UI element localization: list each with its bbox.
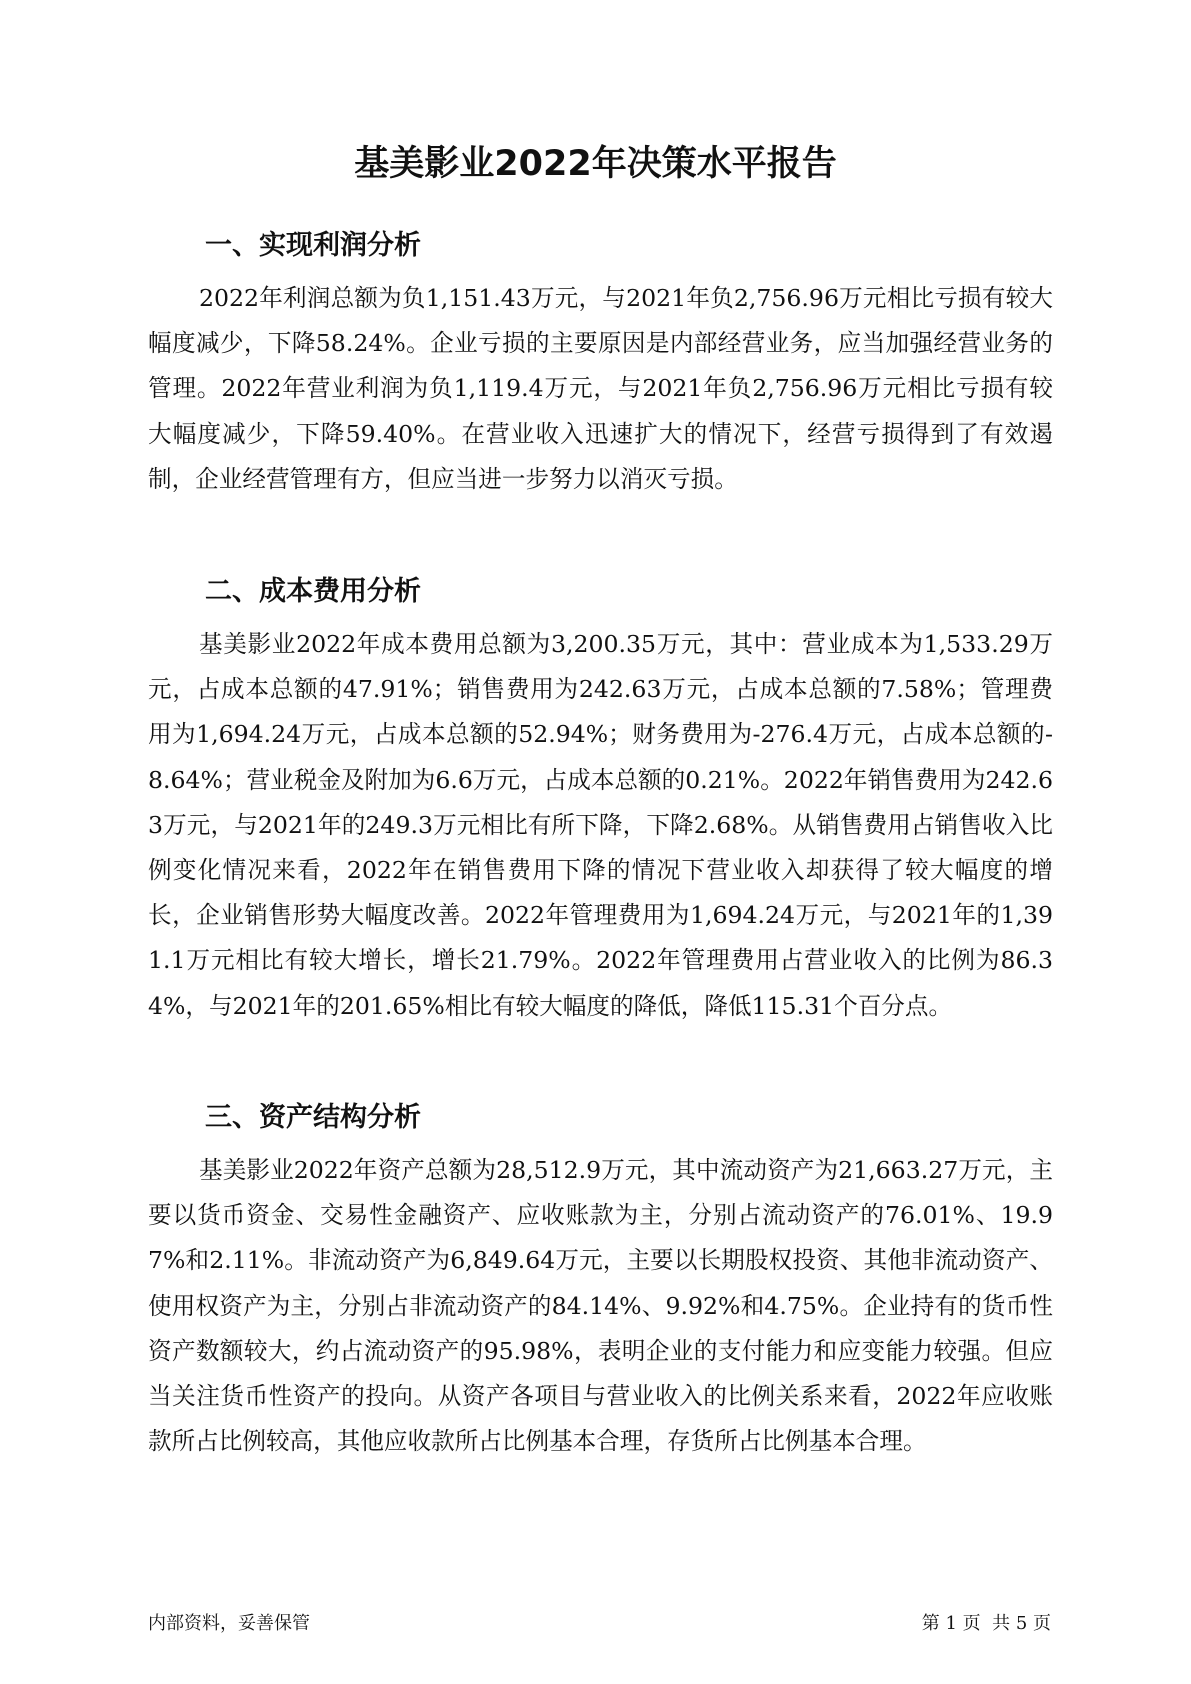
section-heading: 一、实现利润分析 xyxy=(205,230,421,261)
section-paragraph: 2022年利润总额为负1,151.43万元，与2021年负2,756.96万元相比亏损有较大幅度减少，下降58.24%。企业亏损的主要原因是内部经营业务，应当加强经营业务的管理。2022年营业利润为负1,119.4万元，与2021年负2,756.96万元相比亏损有较大幅度减少，下降59.40%。在营业收入迅速扩大的情况下，经营亏损得到了有效遏制，企业经营管理有方，但应当进一步努力以消灭亏损。 xyxy=(148,284,1053,493)
section-paragraph: 基美影业2022年成本费用总额为3,200.35万元，其中：营业成本为1,533.29万元，占成本总额的47.91%；销售费用为242.63万元，占成本总额的7.58%；管理费用为1,694.24万元，占成本总额的52.94%；财务费用为-276.4万元，占成本总额的-8.64%；营业税金及附加为6.6万元，占成本总额的0.21%。2022年销售费用为242.63万元，与2021年的249.3万元相比有所下降，下降2.68%。从销售费用占销售收入比例变化情况来看，2022年在销售费用下降的情况下营业收入却获得了较大幅度的增长，企业销售形势大幅度改善。2022年管理费用为1,694.24万元，与2021年的1,391.1万元相比有较大增长，增长21.79%。2022年管理费用占营业收入的比例为86.34%，与2021年的201.65%相比有较大幅度的降低，降低115.31个百分点。 xyxy=(148,630,1053,1020)
section-profit-analysis xyxy=(148,226,1053,502)
page-title: 基美影业2022年决策水平报告 xyxy=(354,144,837,184)
footer-confidential-note: 内部资料，妥善保管 xyxy=(148,1613,310,1634)
section-heading: 三、资产结构分析 xyxy=(205,1102,421,1133)
footer-page-number: 第 1 页 共 5 页 xyxy=(921,1613,1051,1634)
section-asset-structure xyxy=(148,1098,1053,1464)
section-paragraph: 基美影业2022年资产总额为28,512.9万元，其中流动资产为21,663.27万元，主要以货币资金、交易性金融资产、应收账款为主，分别占流动资产的76.01%、19.97%和2.11%。非流动资产为6,849.64万元，主要以长期股权投资、其他非流动资产、使用权资产为主，分别占非流动资产的84.14%、9.92%和4.75%。企业持有的货币性资产数额较大，约占流动资产的95.98%，表明企业的支付能力和应变能力较强。但应当关注货币性资产的投向。从资产各项目与营业收入的比例关系来看，2022年应收账款所占比例较高，其他应收款所占比例基本合理，存货所占比例基本合理。 xyxy=(148,1156,1053,1456)
section-cost-analysis xyxy=(148,572,1053,1029)
section-heading: 二、成本费用分析 xyxy=(205,576,421,607)
